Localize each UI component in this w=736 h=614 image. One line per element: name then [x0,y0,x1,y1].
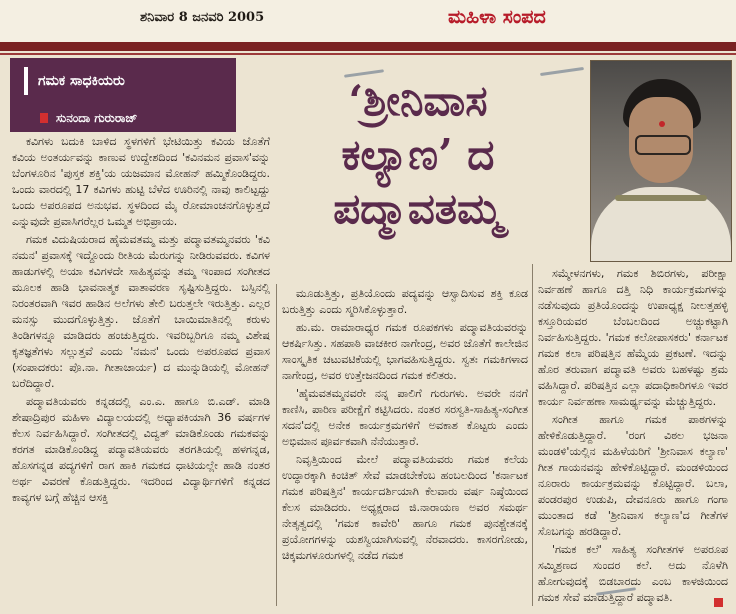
paragraph: ಕವಿಗಳು ಬದುಕಿ ಬಾಳಿದ ಸ್ಥಳಗಳಿಗೆ ಭೇಟಿಯಿತ್ತು ಕವಿಯ ಜೊತೆಗೆ ಕವಿಯ ಅಂತರ್ಯವನ್ನು ಕಾಣುವ ಉದ್ದೇಶದಿಂದ 'ಕವಿನಮನ ಪ್ರವಾಸ'ವನ್ನು ಬೆಂಗಳೂರಿನ 'ಪುಸ್ತಕ ಶಕ್ತಿ'ಯ ಯಜಮಾನ ಮೋಹನ್ ಹಮ್ಮಿಕೊಂಡಿದ್ದರು. ಒಂದು ವಾರದಲ್ಲಿ 17 ಕವಿಗಳು ಹುಟ್ಟಿ ಬೆಳೆದ ಊರಿನಲ್ಲಿ ನಾವು ಕಾಲಿಟ್ಟದ್ದು ಒಂದು ಅಪರೂಪದ ಅನುಭವ. ಸ್ಥಳದಿಂದ ಮೈ ರೋಮಾಂಚನಗೊಳ್ಳುತ್ತದೆ ಎನ್ನುವುದೇ ಪ್ರವಾಸಿಗರೆಲ್ಲರ ಒಮ್ಮತ ಅಭಿಪ್ರಾಯ. [12,135,270,228]
paragraph: ನಿವೃತ್ತಿಯಿಂದ ಮೇಲೆ ಪದ್ಮಾವತಿಯವರು ಗಮಕ ಕಲೆಯ ಉದ್ಧಾರಕ್ಕಾಗಿ ಕಿಂಚಿತ್ ಸೇವೆ ಮಾಡಬೇಕೆಂಬ ಹಂಬಲದಿಂದ 'ಕರ್ನಾಟಕ ಗಮಕ ಪರಿಷತ್ತಿನ' ಕಾರ್ಯದರ್ಶಿಯಾಗಿ ಕೆಲವಾರು ವರ್ಷ ನಿಷ್ಠೆಯಿಂದ ಕೆಲಸ ಮಾಡಿದರು. ಅಧ್ಯಕ್ಷರಾದ ಜಿ.ನಾರಾಯಣ ಅವರ ಸಮರ್ಥ ನೇತೃತ್ವದಲ್ಲಿ 'ಗಮಕ ಕಾವೇರಿ' ಹಾಗೂ ಗಮಕ ಪುನಶ್ಚೇತನಕ್ಕೆ ಪ್ರಯೋಗಗಳನ್ನು ಯಶಸ್ವಿಯಾಗಿಸುವಲ್ಲಿ ನೆರವಾದರು. ಕಾಸರಗೋಡು, ಚಿಕ್ಕಮಗಳೂರುಗಳಲ್ಲಿ ನಡೆದ ಗಮಕ [282,453,528,562]
paragraph: 'ಹೈಮವತಮ್ಮನವರೇ ನನ್ನ ಪಾಲಿಗೆ ಗುರುಗಳು. ಅವರೇ ನನಗೆ ಕಾಣಿಸಿ, ಪಾರಿಣ ಪರೀಕ್ಷೆಗೆ ಕಟ್ಟಿಸಿದರು. ನಂತರ ಸರಸ್ವತಿ-ಸಾಹಿತ್ಯ-ಸಂಗೀತ ಸದನ'ದಲ್ಲಿ ಅನೇಕ ಕಾರ್ಯಕ್ರಮಗಳಿಗೆ ಅವಕಾಶ ಕೊಟ್ಟರು ಎಂದು ಅಭಿಮಾನ ಪೂರ್ವಕವಾಗಿ ನೆನೆಯುತ್ತಾರೆ. [282,387,528,448]
headline-line-3: ಪದ್ಮಾವತಮ್ಮ [333,184,503,233]
section-title: ಮಹಿಳಾ ಸಂಪದ [448,6,546,28]
article-column-2 [282,286,528,606]
column-rule [276,284,277,606]
column-rule [532,264,533,606]
kicker-bar [24,67,28,95]
article-column-3 [538,266,728,606]
article-column-1 [12,134,270,606]
issue-date: ಶನಿವಾರ 8 ಜನವರಿ 2005 [140,10,265,25]
headline-line-1: ‘ಶ್ರೀನಿವಾಸ [348,76,488,125]
headline [258,74,578,236]
page-header [0,0,736,42]
byline-marker [40,113,48,123]
end-of-article-marker [714,598,723,607]
paragraph: ಸಂಗೀತ ಹಾಗೂ ಗಮಕ ಪಾಠಗಳನ್ನು ಹೇಳಿಕೊಡುತ್ತಿದ್ದಾರೆ. 'ರಂಗ ವಿಠಲ ಭಜನಾ ಮಂಡಳಿ'ಯಲ್ಲಿನ ಮಹಿಳೆಯರಿಗೆ 'ಶ್ರೀನಿವಾಸ ಕಲ್ಯಾಣ' ಗೀತ ಗಾಯನವನ್ನು ಹೇಳಿಕೊಟ್ಟಿದ್ದಾರೆ. ಮಂಡಳಿಯಿಂದ ನೂರಾರು ಕಾರ್ಯಕ್ರಮವನ್ನು ಕೊಟ್ಟಿದ್ದಾರೆ. ಬಲಾ, ಪಂಡರಪುರ ಉಡುಪಿ, ದೇವನೂರು ಹಾಗೂ ಗಂಗಾ ಮುಂತಾದ ಕಡೆ 'ಶ್ರೀನಿವಾಸ ಕಲ್ಯಾಣ'ದ ಗೀತೆಗಳ ಸೊಬಗನ್ನು ಹರಡಿದ್ದಾರೆ. [538,413,728,538]
paragraph: 'ಗಮಕ ಕಲೆ' ಸಾಹಿತ್ಯ ಸಂಗೀತಗಳ ಅಪರೂಪ ಸಮ್ಮಿಶ್ರಣದ ಸುಂದರ ಕಲೆ. ಅದು ನೊಳೆಗಿ ಹೋಗುವುದಕ್ಕೆ ಬಿಡಬಾರದು ಎಂಬ ಕಾಳಜಿಯಿಂದ ಗಮಕ ಸೇವೆ ಮಾಡುತ್ತಿದ್ದಾರೆ ಪದ್ಮಾವತಿ. [538,543,728,604]
paragraph: ಹು.ಮ. ರಾಮಾರಾಧ್ಯರ ಗಮಕ ರೂಪಕಗಳು ಪದ್ಮಾವತಿಯವರನ್ನು ಆಕರ್ಷಿಸಿತ್ತು. ಸಹಪಾಠಿ ವಾಚಕೀರ ನಾಗೇಂದ್ರ, ಅವರ ಜೊತೆಗೆ ಕಾಲೇಜಿನ ಸಾಂಸ್ಕೃತಿಕ ಚಟುವಟಿಕೆಯಲ್ಲಿ ಭಾಗವಹಿಸುತ್ತಿದ್ದರು. ಸ್ವತಃ ಗಮಕಿಗಳಾದ ನಾಗೇಂದ್ರ, ಅವರ ಉತ್ತೇಜನದಿಂದ ಗಮಕ ಕಲಿತರು. [282,321,528,382]
header-rule-thin [0,53,736,55]
headline-line-2: ಕಲ್ಯಾಣ’ ದ [341,130,495,179]
portrait-photo [590,60,732,262]
paragraph: ಪದ್ಮಾವತಿಯವರು ಕನ್ನಡದಲ್ಲಿ ಎಂ.ಎ. ಹಾಗೂ ಬಿ.ಎಡ್. ಮಾಡಿ ಶೇಷಾದ್ರಿಪುರ ಮಹಿಳಾ ವಿದ್ಯಾಲಯದಲ್ಲಿ ಅಧ್ಯಾಪಕಿಯಾಗಿ 36 ವರ್ಷಗಳ ಕೆಲಸ ನಿರ್ವಹಿಸಿದ್ದಾರೆ. ಸಂಗೀತದಲ್ಲಿ ವಿದ್ವತ್ ಮಾಡಿಕೊಂಡು ಗಮಕವನ್ನು ಕರಗತ ಮಾಡಿಕೊಂಡಿದ್ದ ಪದ್ಮಾವತಿಯವರು ತರಗತಿಯಲ್ಲಿ ಹಳಗನ್ನಡ, ಹೊಸಗನ್ನಡ ಪದ್ಯಗಳಿಗೆ ರಾಗ ಹಾಕಿ ಗಮಕದ ಧಾಟಿಯಲ್ಲೇ ಹಾಡಿ ನಂತರ ಅರ್ಥ ವಿವರಣೆ ಕೊಡುತ್ತಿದ್ದರು. ಇದರಿಂದ ವಿದ್ಯಾರ್ಥಿಗಳಿಗೆ ಕನ್ನಡದ ಕಾವ್ಯಗಳ ಬಗ್ಗೆ ಹೆಚ್ಚಿನ ಆಸಕ್ತಿ [12,395,270,504]
kicker-text: ಗಮಕ ಸಾಧಕಿಯರು [38,73,125,89]
paragraph: ಸಮ್ಮೇಳನಗಳು, ಗಮಕ ಶಿಬಿರಗಳು, ಪರೀಕ್ಷಾ ನಿರ್ವಹಣೆ ಹಾಗೂ ದತ್ತಿ ನಿಧಿ ಕಾರ್ಯಕ್ರಮಗಳನ್ನು ನಡೆಸುವುದು ಪ್ರತಿಯೊಂದನ್ನು ಉಪಾಧ್ಯಕ್ಷ ನೀಲತ್ತಹಳ್ಳಿ ಕಸ್ತೂರಿಯವರ ಬೆಂಬಲದಿಂದ ಅಚ್ಚುಕಟ್ಟಾಗಿ ನಿರ್ವಹಿಸುತ್ತಿದ್ದರು. 'ಗಮಕ ಕಲೋಪಾಸಕರು' ಕರ್ನಾಟಕ ಗಮಕ ಕಲಾ ಪರಿಷತ್ತಿನ ಹೆಮ್ಮೆಯ ಪ್ರಕಟಣೆ. ಇದನ್ನು ಹೊರ ತರುವಾಗ ಪದ್ಮಾವತಿ ಅವರು ಬಹಳಷ್ಟು ಶ್ರಮ ವಹಿಸಿದ್ದಾರೆ. ಪರಿಷತ್ತಿನ ಎಲ್ಲಾ ಪದಾಧಿಕಾರಿಗಳೂ ಇವರ ಕಾರ್ಯ ನಿರ್ವಹಣಾ ಸಾಮರ್ಥ್ಯವನ್ನು ಮೆಚ್ಚುತ್ತಿದ್ದರು. [538,267,728,408]
author-name: ಸುನಂದಾ ಗುರುರಾಜ್ [56,110,138,125]
byline [10,104,236,132]
header-rule [0,42,736,51]
series-kicker [10,58,236,104]
paragraph: ಗಮಕ ವಿದುಷಿಯರಾದ ಹೈಮವತಮ್ಮ ಮತ್ತು ಪದ್ಮಾವತಮ್ಮನವರು 'ಕವಿ ನಮನ' ಪ್ರವಾಸಕ್ಕೆ ಇದ್ದೊಂದು ರೀತಿಯ ಮೆರುಗನ್ನು ನೀಡಿರುವವರು. ಕವಿಗಳ ಹಾಡುಗಳಲ್ಲಿ ಅಯಾ ಕವಿಗಳದೇ ಸಾಹಿತ್ಯವನ್ನು ತಮ್ಮ ಇಂಪಾದ ಸಂಗೀತದ ಮೂಲಕ ಹಾಡಿ ಭಾವನಾತ್ಮಕ ವಾತಾವರಣ ಸೃಷ್ಟಿಸುತ್ತಿದ್ದರು. ಬಸ್ಸಿನಲ್ಲಿ ನಿರಂತರವಾಗಿ ಇವರ ಹಾಡಿನ ಅಲೆಗಳು ತೇಲಿ ಬರುತ್ತಲೇ ಇರುತ್ತಿತ್ತು. ಎಲ್ಲರ ಮನಸ್ಸು ಮುದಗೊಳ್ಳುತ್ತಿತ್ತು. ಜೊತೆಗೆ ಬಾಯಿಮಾತಿನಲ್ಲಿ ಕರುಳು ತಿಂಡಿಗಳನ್ನೂ ಮಾಡಿದರು ಹಂಚುತ್ತಿದ್ದರು. ಇವರಿಬ್ಬರಿಗೂ ನಮ್ಮ ವಿಶೇಷ ಕೃತಜ್ಞತೆಗಳು ಸಲ್ಲುತ್ತವೆ ಎಂದು 'ನಮನ' ಒಂದು ಅಪರೂಪದ ಪ್ರವಾಸ (ಸಂಪಾದಕರು: ಪೊ.ನಾ. ಗೀತಾಚಾರ್ಯ) ದ ಮುನ್ನುಡಿಯಲ್ಲಿ ಮೋಹನ್ ಬರೆದಿದ್ದಾರೆ. [12,233,270,390]
paragraph: ಮೂಡುತ್ತಿತ್ತು, ಪ್ರತಿಯೊಂದು ಪದ್ಯವನ್ನು ಆಸ್ವಾದಿಸುವ ಶಕ್ತಿ ಕೂಡ ಬರುತ್ತಿತ್ತು ಎಂದು ಸ್ಮರಿಸಿಕೊಳ್ಳುತ್ತಾರೆ. [282,287,528,316]
